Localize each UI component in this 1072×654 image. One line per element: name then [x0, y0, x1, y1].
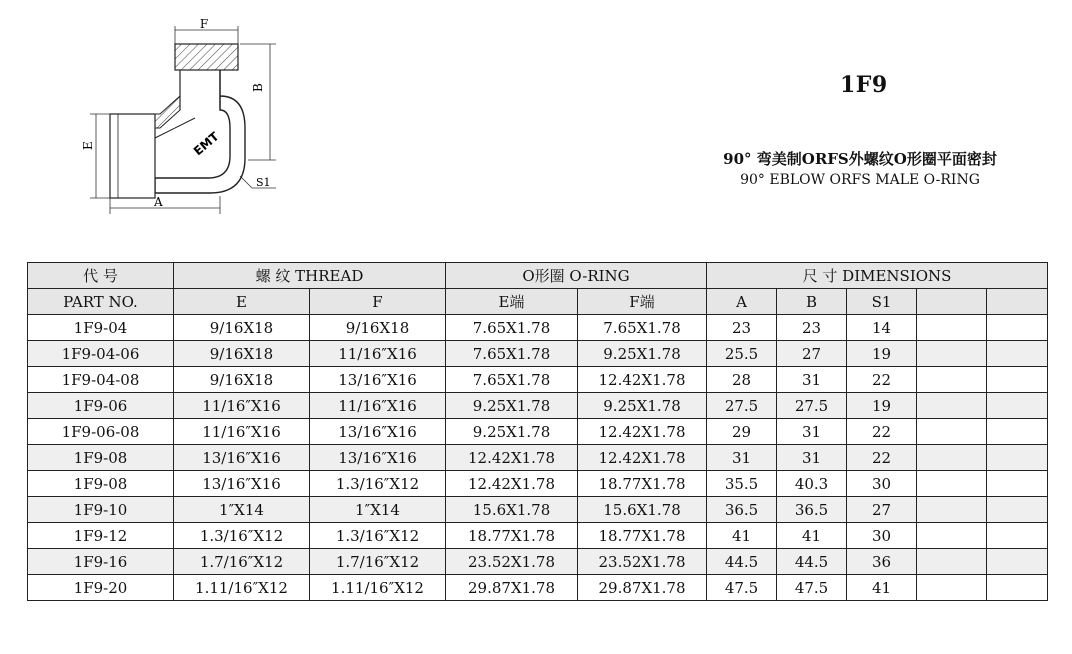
cell-thread-e: 1.11/16″X12 [174, 575, 310, 601]
cell-part-no: 1F9-04-06 [28, 341, 174, 367]
cell-oring-e: 7.65X1.78 [446, 367, 578, 393]
cell-dim-a: 44.5 [707, 549, 777, 575]
dim-label-b: B [251, 83, 265, 92]
cell-oring-f: 12.42X1.78 [578, 367, 707, 393]
cell-dim-b: 31 [777, 445, 847, 471]
cell-empty [917, 445, 987, 471]
cell-empty [987, 393, 1048, 419]
cell-part-no: 1F9-20 [28, 575, 174, 601]
table-row [28, 445, 1048, 471]
cell-dim-b: 40.3 [777, 471, 847, 497]
cell-dim-b: 27 [777, 341, 847, 367]
header-oring: O形圈 O-RING [446, 263, 707, 289]
header-e: E [174, 289, 310, 315]
cell-dim-a: 23 [707, 315, 777, 341]
cell-dim-b: 31 [777, 419, 847, 445]
table-row [28, 523, 1048, 549]
cell-dim-s1: 36 [847, 549, 917, 575]
cell-oring-f: 7.65X1.78 [578, 315, 707, 341]
cell-empty [917, 575, 987, 601]
cell-thread-e: 11/16″X16 [174, 419, 310, 445]
cell-dim-s1: 22 [847, 445, 917, 471]
cell-oring-f: 9.25X1.78 [578, 341, 707, 367]
cell-dim-s1: 41 [847, 575, 917, 601]
cell-thread-f: 9/16X18 [310, 315, 446, 341]
cell-part-no: 1F9-08 [28, 471, 174, 497]
cell-thread-e: 9/16X18 [174, 341, 310, 367]
cell-dim-s1: 19 [847, 341, 917, 367]
product-title-cn: 90° 弯美制ORFS外螺纹O形圈平面密封 [723, 150, 997, 168]
cell-dim-s1: 27 [847, 497, 917, 523]
cell-dim-a: 25.5 [707, 341, 777, 367]
cell-oring-e: 7.65X1.78 [446, 315, 578, 341]
cell-empty [987, 575, 1048, 601]
cell-oring-e: 7.65X1.78 [446, 341, 578, 367]
cell-empty [917, 315, 987, 341]
cell-part-no: 1F9-10 [28, 497, 174, 523]
table-row [28, 341, 1048, 367]
header-empty-2 [987, 289, 1048, 315]
cell-part-no: 1F9-04 [28, 315, 174, 341]
cell-thread-f: 1″X14 [310, 497, 446, 523]
cell-dim-s1: 30 [847, 523, 917, 549]
product-title-en: 90° EBLOW ORFS MALE O-RING [740, 172, 980, 188]
cell-empty [987, 549, 1048, 575]
cell-thread-e: 13/16″X16 [174, 445, 310, 471]
cell-oring-e: 15.6X1.78 [446, 497, 578, 523]
cell-oring-f: 12.42X1.78 [578, 445, 707, 471]
cell-dim-a: 35.5 [707, 471, 777, 497]
cell-empty [987, 497, 1048, 523]
cell-part-no: 1F9-12 [28, 523, 174, 549]
table-row [28, 393, 1048, 419]
cell-dim-b: 47.5 [777, 575, 847, 601]
cell-part-no: 1F9-08 [28, 445, 174, 471]
table-row [28, 549, 1048, 575]
cell-thread-f: 11/16″X16 [310, 341, 446, 367]
cell-oring-f: 29.87X1.78 [578, 575, 707, 601]
table-row [28, 419, 1048, 445]
brand-mark: EMT [190, 129, 222, 159]
cell-empty [987, 471, 1048, 497]
header-a: A [707, 289, 777, 315]
table-row [28, 575, 1048, 601]
header-row-sub [28, 289, 1048, 315]
cell-dim-a: 41 [707, 523, 777, 549]
cell-dim-a: 28 [707, 367, 777, 393]
cell-empty [987, 367, 1048, 393]
cell-thread-e: 1.3/16″X12 [174, 523, 310, 549]
cell-oring-f: 9.25X1.78 [578, 393, 707, 419]
cell-oring-f: 23.52X1.78 [578, 549, 707, 575]
cell-thread-f: 1.11/16″X12 [310, 575, 446, 601]
cell-oring-f: 18.77X1.78 [578, 471, 707, 497]
cell-oring-e: 23.52X1.78 [446, 549, 578, 575]
table-row [28, 315, 1048, 341]
cell-oring-e: 29.87X1.78 [446, 575, 578, 601]
cell-thread-e: 1.7/16″X12 [174, 549, 310, 575]
cell-empty [917, 523, 987, 549]
cell-empty [987, 445, 1048, 471]
header-f: F [310, 289, 446, 315]
header-empty-1 [917, 289, 987, 315]
cell-oring-e: 12.42X1.78 [446, 471, 578, 497]
fitting-drawing [80, 18, 280, 218]
cell-dim-b: 44.5 [777, 549, 847, 575]
cell-empty [917, 419, 987, 445]
cell-oring-e: 9.25X1.78 [446, 393, 578, 419]
cell-dim-b: 36.5 [777, 497, 847, 523]
cell-thread-f: 13/16″X16 [310, 445, 446, 471]
cell-dim-a: 47.5 [707, 575, 777, 601]
cell-thread-f: 13/16″X16 [310, 419, 446, 445]
cell-empty [917, 549, 987, 575]
header-code: 代 号 [28, 263, 174, 289]
cell-thread-f: 11/16″X16 [310, 393, 446, 419]
dim-label-f: F [199, 18, 209, 31]
dim-label-a: A [154, 195, 163, 209]
cell-empty [987, 315, 1048, 341]
cell-dim-s1: 22 [847, 367, 917, 393]
cell-oring-f: 15.6X1.78 [578, 497, 707, 523]
cell-part-no: 1F9-06 [28, 393, 174, 419]
table-row [28, 497, 1048, 523]
dim-label-s1: S1 [256, 176, 271, 189]
cell-thread-e: 13/16″X16 [174, 471, 310, 497]
cell-oring-e: 12.42X1.78 [446, 445, 578, 471]
header-part-no: PART NO. [28, 289, 174, 315]
cell-part-no: 1F9-04-08 [28, 367, 174, 393]
cell-thread-e: 9/16X18 [174, 367, 310, 393]
cell-thread-e: 11/16″X16 [174, 393, 310, 419]
cell-dim-b: 41 [777, 523, 847, 549]
header-e-end: E端 [446, 289, 578, 315]
cell-thread-e: 1″X14 [174, 497, 310, 523]
dim-label-e: E [81, 141, 95, 150]
cell-oring-f: 12.42X1.78 [578, 419, 707, 445]
cell-dim-s1: 19 [847, 393, 917, 419]
cell-thread-f: 1.7/16″X12 [310, 549, 446, 575]
cell-thread-f: 1.3/16″X12 [310, 523, 446, 549]
spec-table [27, 262, 1048, 601]
table-row [28, 471, 1048, 497]
cell-empty [987, 341, 1048, 367]
cell-part-no: 1F9-06-08 [28, 419, 174, 445]
cell-part-no: 1F9-16 [28, 549, 174, 575]
header-b: B [777, 289, 847, 315]
product-code: 1F9 [840, 72, 888, 98]
header-s1: S1 [847, 289, 917, 315]
cell-dim-b: 27.5 [777, 393, 847, 419]
header-dimensions: 尺 寸 DIMENSIONS [707, 263, 1048, 289]
cell-dim-a: 27.5 [707, 393, 777, 419]
cell-oring-e: 9.25X1.78 [446, 419, 578, 445]
cell-empty [987, 523, 1048, 549]
cell-dim-a: 36.5 [707, 497, 777, 523]
cell-oring-e: 18.77X1.78 [446, 523, 578, 549]
cell-empty [987, 419, 1048, 445]
cell-dim-s1: 22 [847, 419, 917, 445]
cell-thread-e: 9/16X18 [174, 315, 310, 341]
cell-empty [917, 497, 987, 523]
header-thread: 螺 纹 THREAD [174, 263, 446, 289]
cell-dim-s1: 30 [847, 471, 917, 497]
cell-empty [917, 393, 987, 419]
cell-dim-b: 23 [777, 315, 847, 341]
cell-dim-a: 31 [707, 445, 777, 471]
cell-oring-f: 18.77X1.78 [578, 523, 707, 549]
table-row [28, 367, 1048, 393]
cell-thread-f: 13/16″X16 [310, 367, 446, 393]
cell-empty [917, 341, 987, 367]
cell-empty [917, 471, 987, 497]
header-f-end: F端 [578, 289, 707, 315]
cell-dim-s1: 14 [847, 315, 917, 341]
cell-thread-f: 1.3/16″X12 [310, 471, 446, 497]
cell-dim-b: 31 [777, 367, 847, 393]
cell-empty [917, 367, 987, 393]
header-row-top [28, 263, 1048, 289]
cell-dim-a: 29 [707, 419, 777, 445]
